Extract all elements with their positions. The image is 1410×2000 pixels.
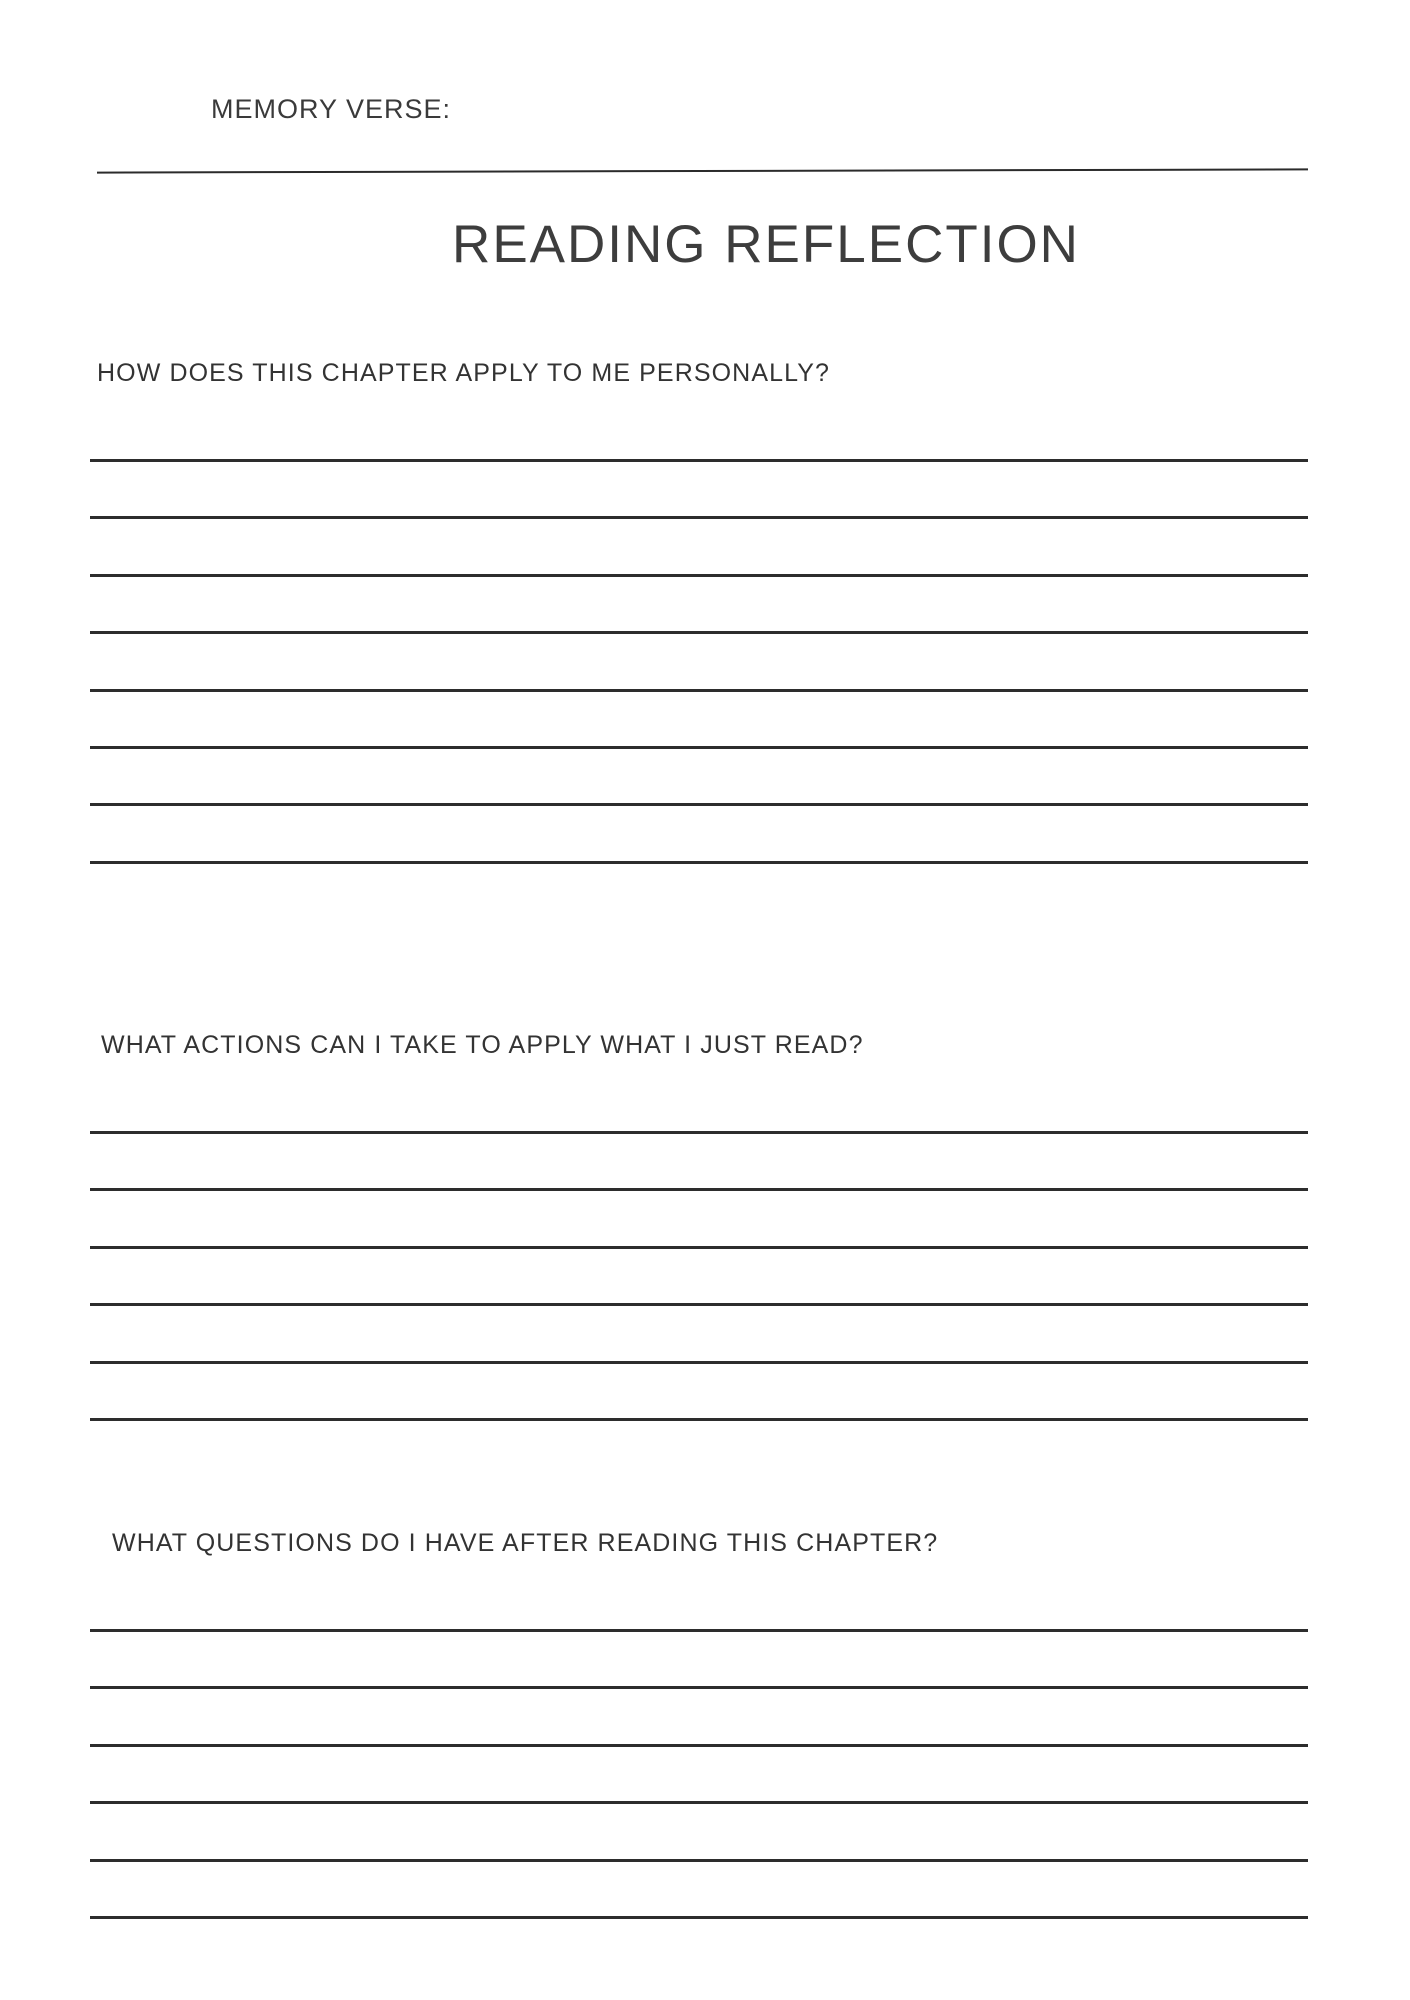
writing-line [90,459,1308,462]
writing-line [90,1916,1308,1919]
section-heading-personal-application: HOW DOES THIS CHAPTER APPLY TO ME PERSONALLY? [97,359,831,387]
writing-lines-questions [90,1629,1308,1919]
writing-lines-personal-application [90,459,1308,864]
writing-lines-actions [90,1131,1308,1421]
writing-line [90,1188,1308,1191]
writing-line [90,631,1308,634]
writing-line [90,746,1308,749]
memory-verse-writing-line [97,168,1308,173]
page-title: READING REFLECTION [452,215,1080,274]
writing-line [90,1131,1308,1134]
writing-line [90,1744,1308,1747]
memory-verse-label: MEMORY VERSE: [211,94,452,124]
writing-line [90,516,1308,519]
writing-line [90,1801,1308,1804]
writing-line [90,861,1308,864]
writing-line [90,689,1308,692]
writing-line [90,1629,1308,1632]
writing-line [90,803,1308,806]
writing-line [90,1859,1308,1862]
writing-line [90,1303,1308,1306]
writing-line [90,1686,1308,1689]
writing-line [90,1361,1308,1364]
writing-line [90,574,1308,577]
section-heading-questions: WHAT QUESTIONS DO I HAVE AFTER READING THIS CHAPTER? [112,1529,939,1557]
writing-line [90,1418,1308,1421]
section-heading-actions: WHAT ACTIONS CAN I TAKE TO APPLY WHAT I JUST READ? [101,1031,864,1059]
writing-line [90,1246,1308,1249]
